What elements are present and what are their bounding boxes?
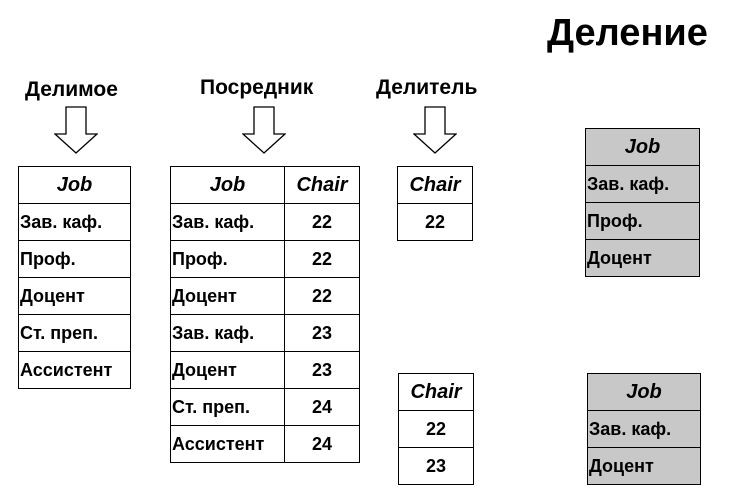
table-header: Chair: [285, 167, 360, 204]
dividend-table: [18, 166, 131, 389]
table-cell: Доцент: [171, 278, 285, 315]
table-cell: Зав. каф.: [586, 166, 700, 203]
down-arrow-icon: [54, 106, 98, 154]
table-cell: Доцент: [19, 278, 131, 315]
table-cell: 23: [285, 315, 360, 352]
table-cell: Зав. каф.: [171, 204, 285, 241]
table-header: Job: [586, 129, 700, 166]
table-cell: 22: [285, 278, 360, 315]
table-cell: Доцент: [586, 240, 700, 277]
table-cell: Зав. каф.: [19, 204, 131, 241]
dividend-label: Делимое: [25, 78, 118, 101]
table-cell: Доцент: [171, 352, 285, 389]
table-cell: 23: [399, 448, 474, 485]
mediator-table: [170, 166, 360, 463]
table-cell: 23: [285, 352, 360, 389]
table-header: Chair: [398, 167, 473, 204]
table-cell: Ст. преп.: [19, 315, 131, 352]
table-cell: Проф.: [19, 241, 131, 278]
table-header: Chair: [399, 374, 474, 411]
divisor-table-1: [397, 166, 473, 241]
table-cell: Доцент: [588, 448, 701, 485]
table-cell: 24: [285, 426, 360, 463]
divisor-label: Делитель: [376, 76, 478, 99]
table-cell: 22: [285, 241, 360, 278]
table-header: Job: [171, 167, 285, 204]
table-cell: 22: [398, 204, 473, 241]
table-cell: 22: [285, 204, 360, 241]
slide-title: Деление: [547, 12, 708, 54]
result-table-2: [587, 373, 701, 485]
down-arrow-icon: [242, 106, 286, 154]
divisor-table-2: [398, 373, 474, 485]
table-cell: Зав. каф.: [171, 315, 285, 352]
table-cell: Ассистент: [19, 352, 131, 389]
table-cell: 24: [285, 389, 360, 426]
down-arrow-icon: [413, 106, 457, 154]
table-cell: Зав. каф.: [588, 411, 701, 448]
result-table-1: [585, 128, 700, 277]
table-cell: Проф.: [171, 241, 285, 278]
table-cell: Ст. преп.: [171, 389, 285, 426]
table-header: Job: [19, 167, 131, 204]
table-header: Job: [588, 374, 701, 411]
mediator-label: Посредник: [200, 76, 314, 99]
table-cell: Проф.: [586, 203, 700, 240]
table-cell: 22: [399, 411, 474, 448]
table-cell: Ассистент: [171, 426, 285, 463]
